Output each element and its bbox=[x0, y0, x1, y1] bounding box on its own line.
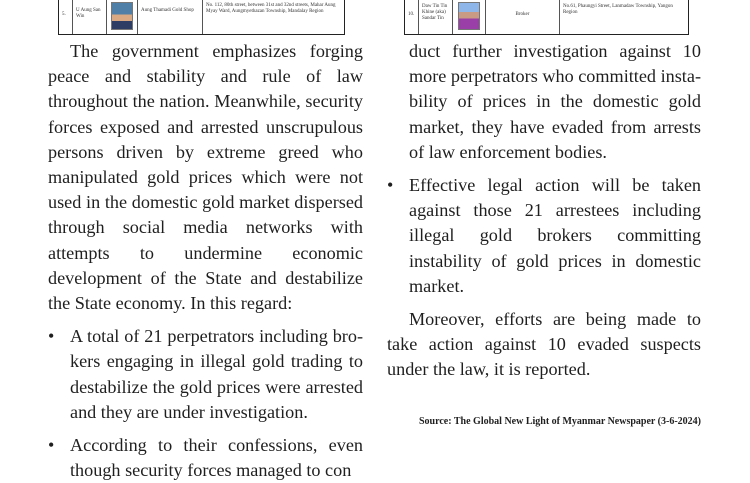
suspect-photo bbox=[458, 2, 480, 30]
table-photo-cell bbox=[453, 0, 486, 34]
actions-list bbox=[387, 173, 701, 299]
bullet-continuation: duct further investigation against 10 more perpetrators who committed instability of prices in the domestic gold market, they have evaded from arrests of law enforcement bodies. bbox=[409, 41, 701, 162]
suspects-table-fragment-right bbox=[404, 0, 689, 35]
table-row-number: 10. bbox=[405, 0, 419, 34]
suspect-photo bbox=[111, 2, 133, 30]
suspects-table-fragment-left bbox=[58, 0, 345, 35]
closing-paragraph: Moreover, efforts are being made to take action against 10 evaded suspects under the law, it is reported. bbox=[387, 309, 701, 380]
article-column-right bbox=[387, 39, 701, 383]
source-citation: Source: The Global New Light of Myanmar Newspaper (3-6-2024) bbox=[418, 416, 701, 427]
list-item: • Effective legal action will be taken against those 21 arrestees including illegal gold brokers committing instability of gold prices in domestic market. bbox=[387, 173, 701, 299]
list-item: • A total of 21 perpetrators including brokers engaging in illegal gold trading to destabilize the gold prices were arrested and they are under investigation. bbox=[48, 324, 363, 425]
findings-list bbox=[48, 324, 363, 483]
table-row-number: 5. bbox=[59, 0, 73, 34]
table-photo-cell bbox=[107, 0, 138, 34]
table-address-cell: No. 112, 80th street, between 31st and 32nd streets, Mahar Aung Myay Ward, Aungmyethazan Township, Mandalay Region bbox=[206, 3, 336, 14]
intro-paragraph: The government emphasizes forging peace and stability and rule of law throughout the nation. Meanwhile, security forces exposed and arrested unscrupulous persons driven by extreme greed who manipulated gold prices which were not used in the domestic gold market dispersed through social media networks with attempts to undermine economic development of the State and destabilize the State economy. In this regard: bbox=[48, 41, 363, 314]
table-name-cell: U Aung San Win bbox=[73, 0, 107, 34]
table-shop-cell: Aung Thamadi Gold Shop bbox=[138, 0, 203, 34]
table-role-cell: Broker bbox=[486, 0, 560, 34]
table-address-cell: No.61, Phaungyi Street, Lanmadaw Township, Yangon Region bbox=[563, 4, 673, 15]
list-item: • According to their confessions, even though security forces managed to con bbox=[48, 433, 363, 483]
article-column-left bbox=[48, 39, 363, 483]
table-name-cell: Daw Tin Tin Khine (aka) Sandar Tin bbox=[419, 0, 453, 34]
